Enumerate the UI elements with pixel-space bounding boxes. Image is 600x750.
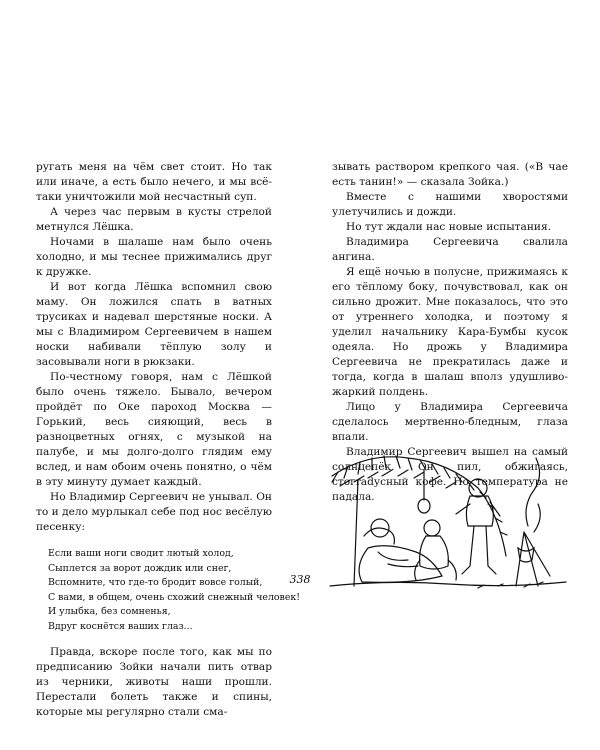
paragraph: ругать меня на чём свет стоит. Но так или иначе, а есть было нечего, и мы всё-таки уничтожили мой несчастный суп. [36, 161, 272, 203]
paragraph: Ночами в шалаше нам было очень холодно, и мы теснее прижимались друг к дружке. [36, 236, 272, 278]
paragraph: И вот когда Лёшка вспомнил свою маму. Он ложился спать в ватных трусиках и надевал шерстяные носки. А мы с Владимиром Сергеевичем в нашем носки набивали тёплую золу и засовывали ноги в рюкзаки. [36, 281, 272, 368]
paragraph: По-честному говоря, нам с Лёшкой было очень тяжело. Бывало, вечером пройдёт по Оке пароход Москва — Горький, весь сияющий, весь в разноцветных огнях, с музыкой на палубе, и мы долго-долго глядим ему вслед, и нам обоим очень понятно, о чём в эту минуту думает каждый. [36, 371, 272, 488]
camp-illustration [328, 436, 568, 596]
verse-line: С вами, в общем, очень схожий снежный человек! [48, 591, 300, 603]
verse-line: И улыбка, без сомненья, [48, 606, 171, 618]
verse-line: Сыплется за ворот дождик или снег, [48, 562, 232, 574]
paragraph: Но тут ждали нас новые испытания. [346, 221, 552, 233]
paragraph: Но Владимир Сергеевич не унывал. Он то и дело мурлыкал себе под нос весёлую песенку: [36, 491, 272, 533]
verse-line: Вспомните, что где-то бродит вовсе голый, [48, 577, 263, 589]
verse-line: Вдруг коснётся ваших глаз... [48, 620, 193, 632]
paragraph: Вместе с нашими хворостями улетучились и дожди. [332, 191, 568, 218]
paragraph: Правда, вскоре после того, как мы по предписанию Зойки начали пить отвар из черники, животы наши прошли. Перестали болеть также и спины, которые мы регулярно стали сма- [36, 645, 272, 718]
paragraph: Владимир Сергеевич вышел на самый солнцепёк. Он пил, обжигаясь, стогradусный кофе. Но температура не падала. [332, 446, 568, 503]
paragraph: Я ещё ночью в полусне, прижимаясь к его тёплому боку, почувствовал, как он сильно дрожит. Мне показалось, что это от утреннего холодка, и поэтому я уделил начальнику Кара-Бумбы кусок одеяла. Но дрожь у Владимира Сергеевича не прекратилась даже и тогда, когда в шалаш вполз удушливо-жаркий полдень. [332, 266, 568, 398]
paragraph: Лицо у Владимира Сергеевича сделалось мертвенно-бледным, глаза впали. [332, 401, 568, 443]
paragraph: Владимира Сергеевича свалила ангина. [332, 236, 568, 263]
page-number: 338 [289, 573, 311, 586]
paragraph: А через час первым в кусты стрелой метнулся Лёшка. [36, 206, 272, 233]
verse-line: Если ваши ноги сводит лютый холод, [48, 548, 234, 559]
paragraph: зывать раствором крепкого чая. («В чае есть танин!» — сказала Зойка.) [332, 161, 568, 188]
